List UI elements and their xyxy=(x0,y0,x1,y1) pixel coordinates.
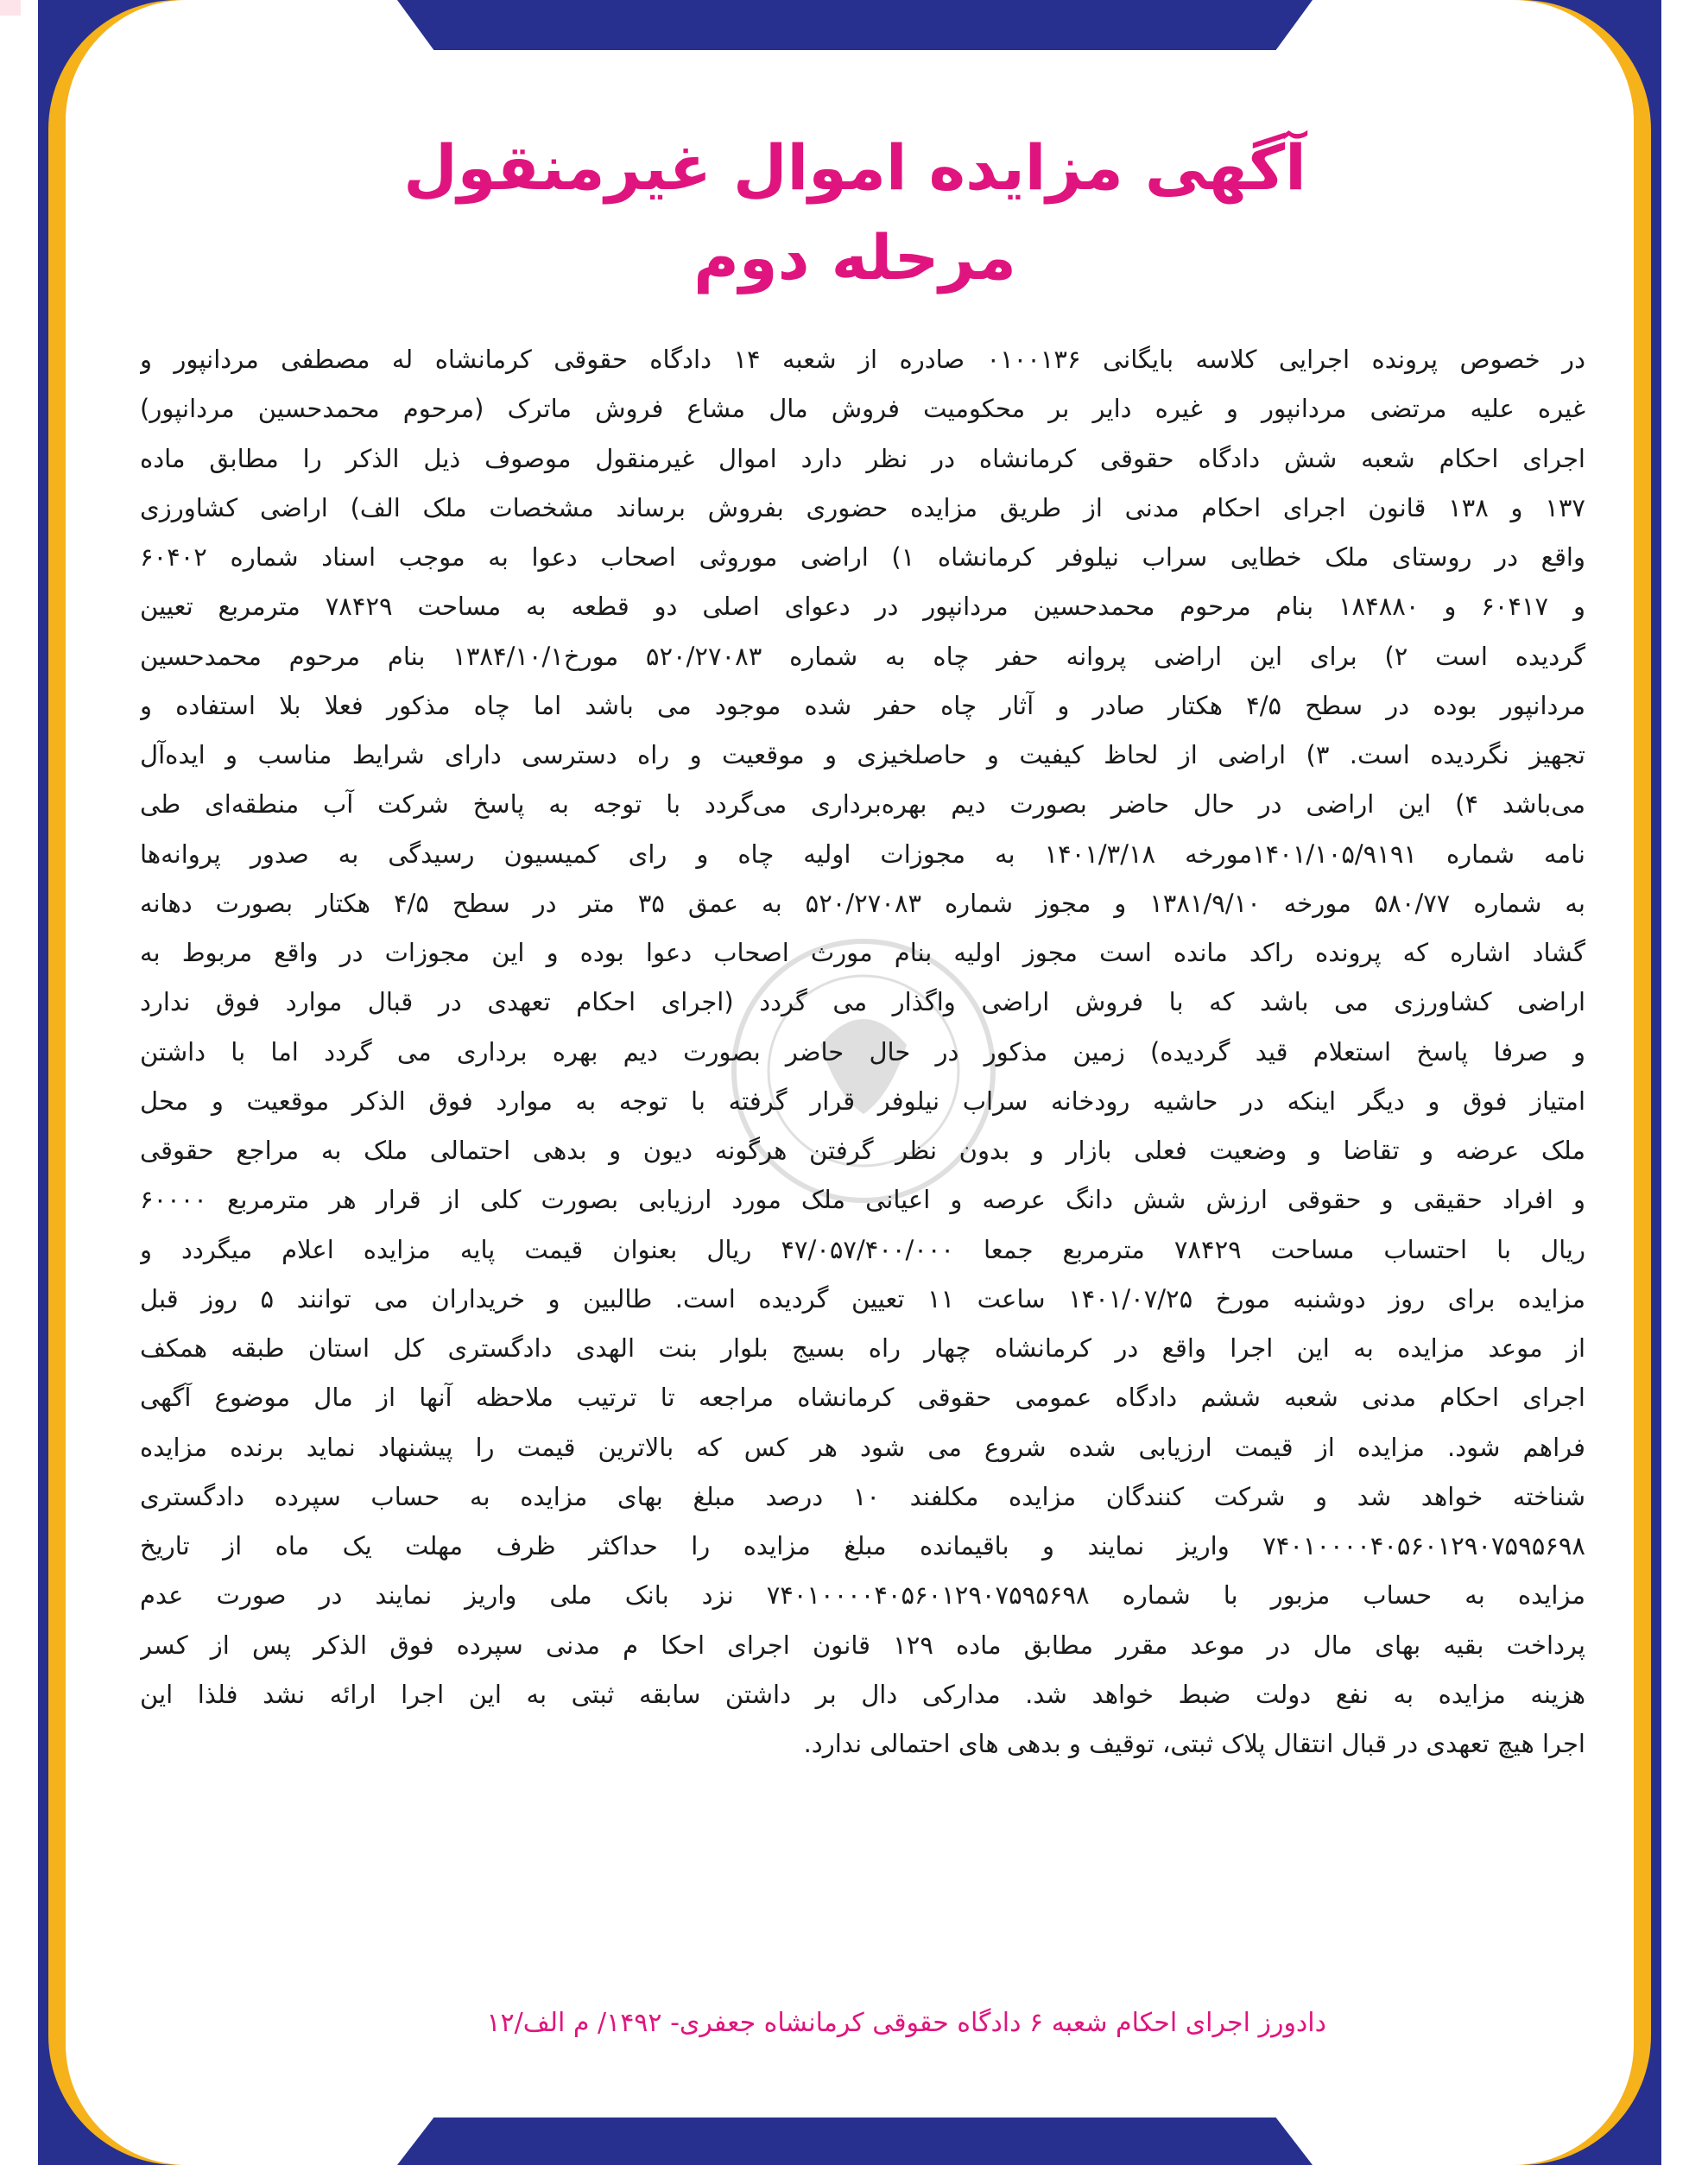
body-line: می‌باشد ۴) این اراضی در حال حاضر بصورت دیم بهره‌برداری می‌گردد با توجه به پاسخ شرکت آب منطقه‌ای طی xyxy=(140,789,1585,820)
body-line: اراضی کشاورزی می باشد که با فروش اراضی واگذار می گردد (اجرای احکام تعهدی در قبال موارد فوق ندارد xyxy=(140,987,1585,1017)
body-line: فراهم شود. مزایده از قیمت ارزیابی شده شروع می شود هر کس که بالاترین قیمت را پیشنهاد نماید برنده مزایده xyxy=(140,1432,1585,1462)
notice-body xyxy=(140,335,1585,1769)
body-line: هزینه مزایده به نفع دولت ضبط خواهد شد. مدارکی دال بر داشتن سابقه ثبتی به این اجرا ارائه نشد فلذا این xyxy=(140,1679,1585,1709)
body-line: مزایده به حساب مزبور با شماره ۷۴۰۱۰۰۰۰۴۰۵۶۰۱۲۹۰۷۵۹۵۶۹۸ نزد بانک ملی واریز نمایند در صورت عدم xyxy=(140,1580,1585,1611)
body-line: ملک عرضه و تقاضا و وضعیت فعلی بازار و بدون نظر گرفتن هرگونه دیون و بدهی احتمالی ملک به مراجع حقوقی xyxy=(140,1136,1585,1165)
corner-mark xyxy=(0,0,21,16)
body-line: شناخته خواهد شد و شرکت کنندگان مزایده مکلفند ۱۰ درصد مبلغ بهای مزایده به حساب سپرده دادگستری xyxy=(140,1481,1585,1511)
body-line: اجرا هیچ تعهدی در قبال انتقال پلاک ثبتی، توقیف و بدهی های احتمالی ندارد. xyxy=(803,1729,1585,1758)
notice-subtitle: مرحله دوم xyxy=(693,221,1016,294)
body-line: در خصوص پرونده اجرایی کلاسه بایگانی ۰۱۰۰۱۳۶ صادره از شعبه ۱۴ دادگاه حقوقی کرمانشاه له مصطفی مردانپور و xyxy=(140,345,1585,374)
body-line: و ۶۰۴۱۷ و ۱۸۴۸۸۰ بنام مرحوم محمدحسین مردانپور در دعوای اصلی دو قطعه به مساحت ۷۸۴۲۹ مترمربع تعیین xyxy=(140,592,1585,622)
body-line: ریال با احتساب مساحت ۷۸۴۲۹ مترمربع جمعا ۴۷/۰۵۷/۴۰۰/۰۰۰ ریال بعنوان قیمت پایه مزایده اعلام میگردد و xyxy=(140,1234,1585,1264)
body-line: امتیاز فوق و دیگر اینکه در حاشیه رودخانه سراب نیلوفر قرار گرفته با توجه به موارد فوق الذکر موقعیت و محل xyxy=(140,1086,1585,1116)
body-line: مردانپور بوده در سطح ۴/۵ هکتار صادر و آثار چاه حفر شده موجود می باشد اما چاه مذکور فعلا بلا استفاده و xyxy=(140,690,1585,720)
body-line: ۷۴۰۱۰۰۰۰۴۰۵۶۰۱۲۹۰۷۵۹۵۶۹۸ واریز نمایند و باقیمانده مبلغ مزایده را حداکثر ظرف مهلت یک ماه از تاریخ xyxy=(140,1531,1585,1560)
bottom-navy-tab xyxy=(397,2118,1313,2165)
body-line: غیره علیه مرتضی مردانپور و غیره دایر بر محکومیت فروش مال مشاع فروش ماترک (مرحوم محمدحسین مردانپور) xyxy=(140,394,1585,424)
top-navy-tab xyxy=(397,0,1313,50)
body-line: پرداخت بقیه بهای مال در موعد مقرر مطابق ماده ۱۲۹ قانون اجرای احکا م مدنی سپرده فوق الذکر پس از کسر xyxy=(140,1630,1585,1660)
body-line: مزایده برای روز دوشنبه مورخ ۱۴۰۱/۰۷/۲۵ ساعت ۱۱ تعیین گردیده است. طالبین و خریداران می توانند ۵ روز قبل xyxy=(140,1283,1585,1314)
body-line: اجرای احکام شعبه شش دادگاه حقوقی کرمانشاه در نظر دارد اموال غیرمنقول موصوف ذیل الذکر را مطابق ماده xyxy=(140,443,1585,473)
body-line: نامه شماره ۱۴۰۱/۱۰۵/۹۱۹۱مورخه ۱۴۰۱/۳/۱۸ به مجوزات اولیه چاه و رای کمیسیون رسیدگی به صدور پروانه‌ها xyxy=(140,839,1585,869)
notice-footer-signature: دادورز اجرای احکام شعبه ۶ دادگاه حقوقی کرمانشاه جعفری- ۱۴۹۲/ م الف/۱۲ xyxy=(486,2008,1326,2038)
body-line: به شماره ۵۸۰/۷۷ مورخه ۱۳۸۱/۹/۱۰ و مجوز شماره ۵۲۰/۲۷۰۸۳ به عمق ۳۵ متر در سطح ۴/۵ هکتار بصورت دهانه xyxy=(140,888,1585,918)
notice-title: آگهی مزایده اموال غیرمنقول xyxy=(403,131,1306,204)
body-line: واقع در روستای ملک خطایی سراب نیلوفر کرمانشاه ۱) اراضی موروثی اصحاب دعوا به موجب اسناد شماره ۶۰۴۰۲ xyxy=(140,542,1585,572)
body-line: از موعد مزایده به این اجرا واقع در کرمانشاه چهار راه بسیج بلوار بنت الهدی دادگستری کل استان طبقه همکف xyxy=(140,1333,1585,1363)
body-line: تجهیز نگردیده است. ۳) اراضی از لحاظ کیفیت و حاصلخیزی و موقعیت و راه دسترسی دارای شرایط مناسب و ایده‌آل xyxy=(140,740,1585,769)
body-line: اجرای احکام مدنی شعبه ششم دادگاه عمومی حقوقی کرمانشاه مراجعه تا ترتیب ملاحظه آنها از مال موضوع آگهی xyxy=(140,1383,1585,1413)
body-line: و افراد حقیقی و حقوقی ارزش شش دانگ عرصه و اعیانی ملک مورد ارزیابی بصورت کلی از قرار هر مترمربع ۶۰۰۰۰ xyxy=(140,1185,1585,1215)
body-line: گشاد اشاره که پرونده راکد مانده است مجوز اولیه بنام مورث اصحاب دعوا بوده و این مجوزات در واقع مربوط به xyxy=(140,938,1585,967)
body-line: و صرفا پاسخ استعلام قید گردیده) زمین مذکور در حال حاضر بصورت دیم بهره برداری می گردد اما با داشتن xyxy=(140,1036,1585,1067)
body-line: گردیده است ۲) برای این اراضی پروانه حفر چاه به شماره ۵۲۰/۲۷۰۸۳ مورخ۱۳۸۴/۱۰/۱ بنام مرحوم محمدحسین xyxy=(140,641,1585,671)
body-line: ۱۳۷ و ۱۳۸ قانون اجرای احکام مدنی از طریق مزایده حضوری بفروش برساند مشخصات ملک الف) اراضی کشاورزی xyxy=(140,492,1585,522)
